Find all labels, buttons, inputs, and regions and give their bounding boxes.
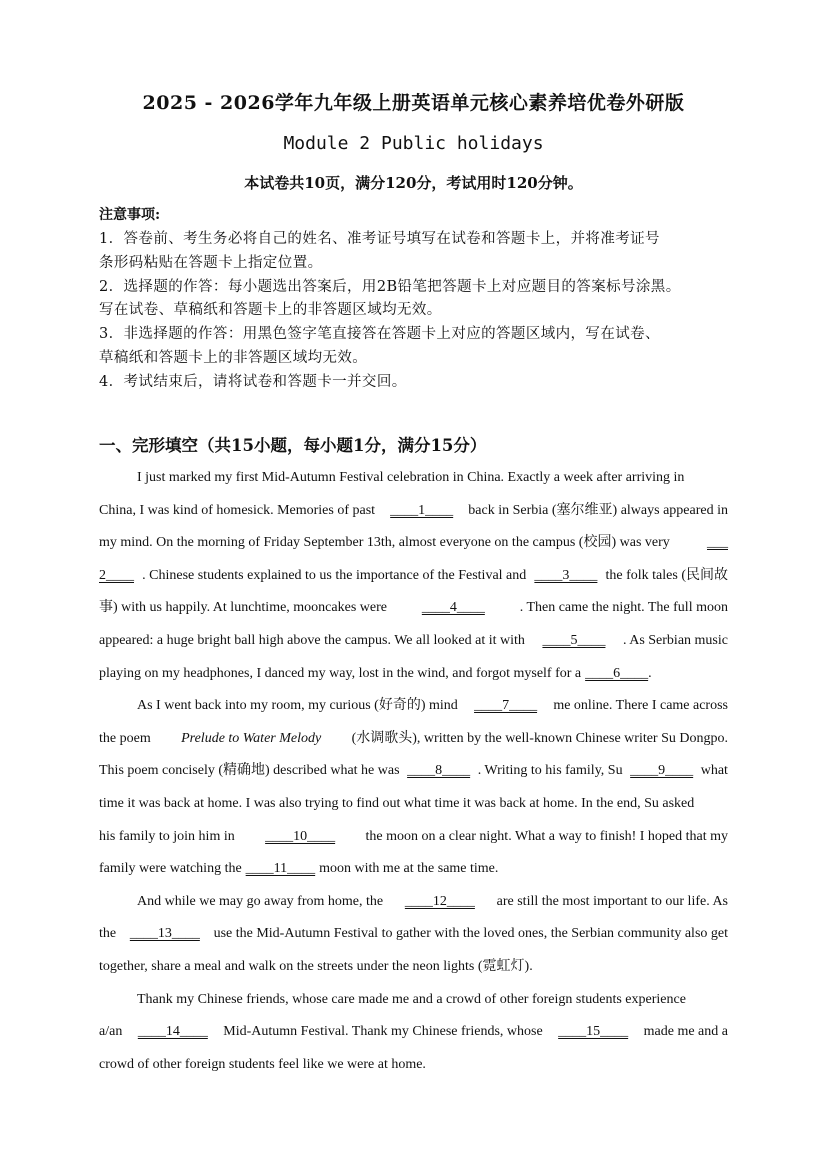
blank-12[interactable]: ____12____ — [404, 893, 475, 909]
passage-text: As I went back into my room, my curious (好奇的) mind — [137, 698, 458, 714]
blank-5[interactable]: ____5____ — [542, 632, 606, 648]
passage-text: This poem concisely (精确地) described what he was — [99, 763, 400, 779]
notes-line: 2．选择题的作答：每小题选出答案后，用2B铅笔把答题卡上对应题目的答案标号涂黑。 — [99, 278, 681, 295]
notes-line: 1．答卷前、考生务必将自己的姓名、准考证号填写在试卷和答题卡上，并将准考证号 — [99, 231, 660, 247]
passage-line — [99, 625, 728, 658]
passage-text: the poem — [99, 730, 151, 746]
blank-11[interactable]: ____11____ — [245, 861, 316, 877]
passage-text: use the Mid-Autumn Festival to gather with the loved ones, the Serbian community also get — [213, 926, 728, 942]
passage-text: moon with me at the same time. — [319, 861, 499, 877]
passage-text: Thank my Chinese friends, whose care made me and a crowd of other foreign students experience — [137, 991, 686, 1007]
notes-line: 条形码粘贴在答题卡上指定位置。 — [99, 254, 323, 271]
blank-10[interactable]: ____10____ — [265, 828, 336, 844]
passage-text: family were watching the — [99, 861, 242, 877]
passage-text: appeared: a huge bright ball high above the campus. We all looked at it with — [99, 632, 525, 648]
blank-9[interactable]: ____9____ — [630, 763, 694, 779]
notes-line: 4．考试结束后，请将试卷和答题卡一并交回。 — [99, 373, 407, 390]
passage-line — [99, 1049, 728, 1082]
cloze-passage — [99, 462, 728, 1081]
passage-line — [99, 1016, 728, 1049]
passage-line — [99, 821, 728, 854]
poem-title: Prelude to Water Melody — [181, 730, 322, 746]
blank-7[interactable]: ____7____ — [474, 698, 538, 714]
passage-text: are still the most important to our life. As — [496, 893, 728, 909]
blank-14[interactable]: ____14____ — [137, 1024, 208, 1040]
passage-text: a/an — [99, 1024, 123, 1040]
passage-line — [99, 527, 728, 560]
passage-text: me online. There I came across — [553, 698, 728, 714]
passage-text: And while we may go away from home, the — [137, 893, 384, 909]
passage-line — [99, 755, 728, 788]
section-heading: 一、完形填空（共15小题，每小题1分，满分15分） — [99, 436, 487, 455]
passage-line — [99, 788, 728, 821]
passage-line — [99, 495, 728, 528]
blank-6[interactable]: ____6____ — [585, 665, 649, 681]
passage-text: my mind. On the morning of Friday September 13th, almost everyone on the campus (校园) was very — [99, 535, 670, 551]
notes-title: 注意事项: — [99, 207, 161, 223]
notes-list — [99, 228, 739, 395]
blank-4[interactable]: ____4____ — [421, 600, 485, 616]
blank-15[interactable]: ____15____ — [558, 1024, 629, 1040]
passage-line — [99, 592, 728, 625]
page-subtitle: Module 2 Public holidays — [283, 133, 544, 154]
passage-text: back in Serbia (塞尔维亚) always appeared in — [468, 502, 728, 518]
passage-text: time it was back at home. I was also trying to find out what time it was back at home. In the end, Su asked — [99, 795, 695, 811]
passage-line — [99, 918, 728, 951]
notes-line: 草稿纸和答题卡上的非答题区域均无效。 — [99, 349, 368, 366]
passage-text: . Then came the night. The full moon — [519, 600, 728, 616]
passage-text: the — [99, 926, 117, 942]
blank-1[interactable]: ____1____ — [390, 502, 454, 518]
blank-8[interactable]: ____8____ — [407, 763, 471, 779]
passage-line — [99, 951, 728, 984]
passage-text: his family to join him in — [99, 828, 235, 844]
passage-text: Mid-Autumn Festival. Thank my Chinese friends, whose — [223, 1024, 543, 1040]
passage-text: together, share a meal and walk on the streets under the neon lights (霓虹灯). — [99, 958, 533, 974]
passage-text: . As Serbian music — [622, 632, 728, 648]
passage-text: (水调歌头), written by the well-known Chinese writer Su Dongpo. — [351, 730, 728, 746]
passage-text: I just marked my first Mid-Autumn Festival celebration in China. Exactly a week after arriving in — [137, 470, 685, 485]
blank-13[interactable]: ____13____ — [129, 926, 200, 942]
passage-text: China, I was kind of homesick. Memories of past — [99, 502, 376, 518]
blank-2[interactable]: ___ — [707, 535, 728, 551]
passage-text: . Chinese students explained to us the importance of the Festival and — [142, 567, 527, 583]
passage-line — [99, 723, 728, 756]
exam-info: 本试卷共10页，满分120分，考试用时120分钟。 — [244, 174, 583, 192]
passage-text: made me and a — [643, 1024, 728, 1040]
blank-2[interactable]: 2____ — [99, 567, 134, 583]
passage-line — [99, 853, 728, 886]
passage-text: 事) with us happily. At lunchtime, mooncakes were — [99, 600, 387, 616]
passage-line — [99, 462, 728, 495]
passage-line — [99, 886, 728, 919]
passage-text: what — [700, 763, 728, 779]
notes-line: 3．非选择题的作答：用黑色签字笔直接答在答题卡上对应的答题区域内，写在试卷、 — [99, 326, 660, 343]
passage-line — [99, 658, 728, 691]
passage-text: . Writing to his family, Su — [477, 763, 623, 779]
notes-line: 写在试卷、草稿纸和答题卡上的非答题区域均无效。 — [99, 302, 442, 319]
passage-text: . — [648, 665, 652, 681]
passage-line — [99, 690, 728, 723]
passage-text: crowd of other foreign students feel like we were at home. — [99, 1056, 426, 1072]
passage-text: the folk tales (民间故 — [605, 567, 728, 583]
page-title: 2025 - 2026学年九年级上册英语单元核心素养培优卷外研版 — [142, 92, 685, 114]
blank-3[interactable]: ____3____ — [534, 567, 598, 583]
passage-line — [99, 560, 728, 593]
passage-text: playing on my headphones, I danced my way, lost in the wind, and forgot myself for a — [99, 665, 582, 681]
passage-text: the moon on a clear night. What a way to finish! I hoped that my — [365, 828, 728, 844]
passage-line — [99, 984, 728, 1017]
